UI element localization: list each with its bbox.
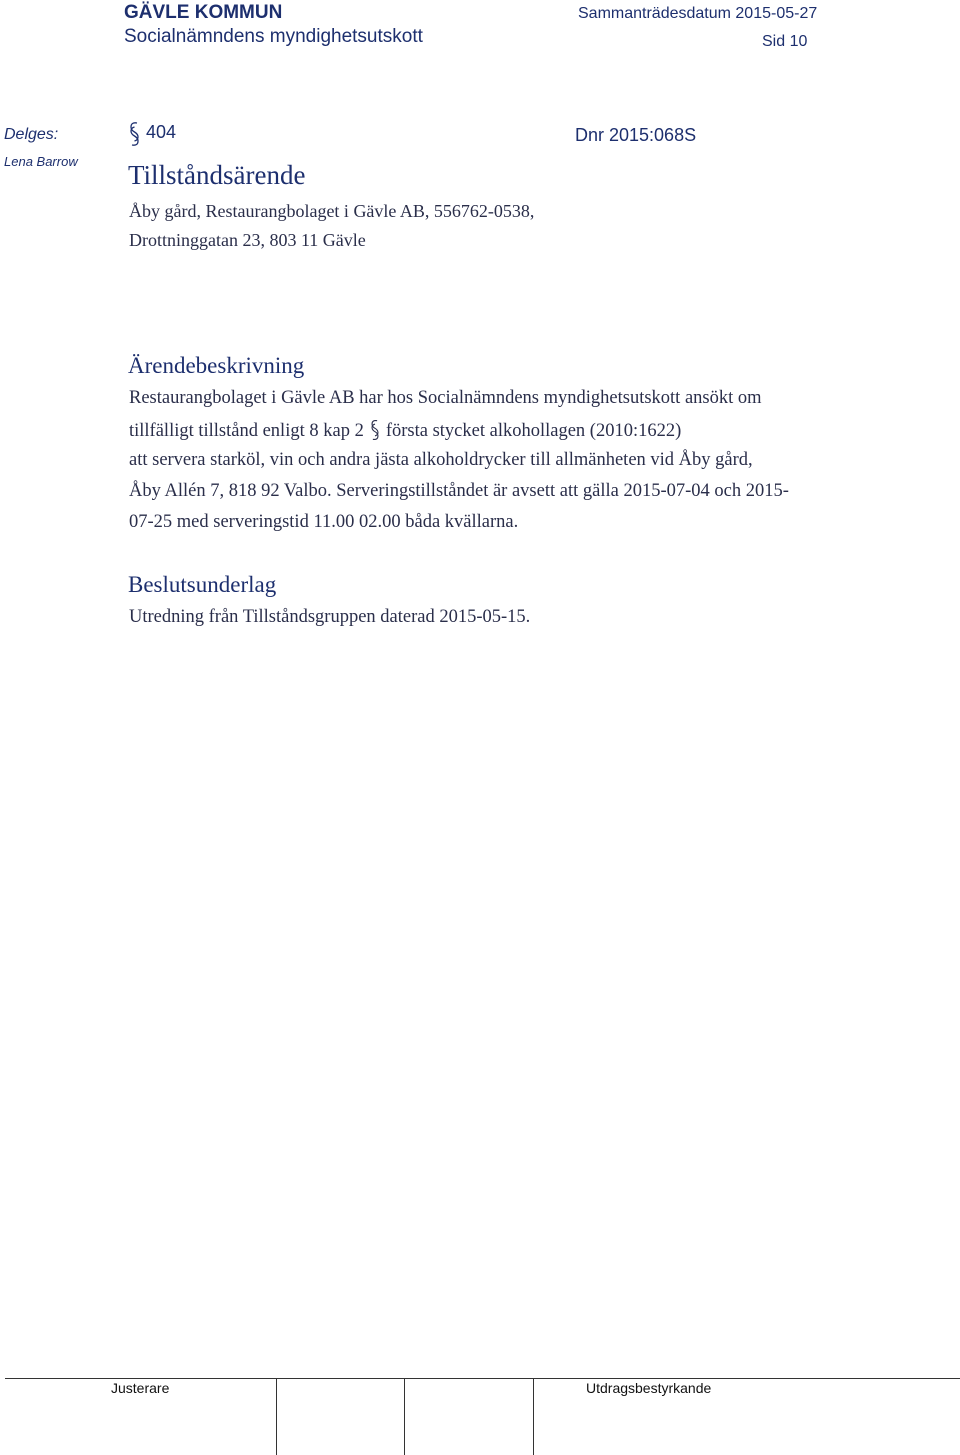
description-line: att servera starköl, vin och andra jästa alkoholdrycker till allmänheten vid Åby gård,	[129, 450, 753, 470]
footer-justerare: Justerare	[111, 1380, 170, 1396]
description-line: Åby Allén 7, 818 92 Valbo. Serveringstillståndet är avsett att gälla 2015-07-04 och 2015-	[129, 481, 789, 501]
description-line: Restaurangbolaget i Gävle AB har hos Socialnämndens myndighetsutskott ansökt om	[129, 388, 762, 408]
case-title: Tillståndsärende	[128, 160, 306, 190]
description-line-part: tillfälligt tillstånd enligt 8 kap 2	[129, 421, 364, 441]
meeting-date: Sammanträdesdatum 2015-05-27	[578, 5, 818, 22]
footer-column-divider	[533, 1378, 534, 1455]
case-subtitle-line: Åby gård, Restaurangbolaget i Gävle AB, 556762-0538,	[129, 201, 535, 221]
description-line: 07-25 med serveringstid 11.00 02.00 båda kvällarna.	[129, 512, 519, 532]
paragraph-number-value: 404	[146, 122, 177, 142]
basis-heading: Beslutsunderlag	[128, 572, 277, 597]
footer-utdragsbestyrkande: Utdragsbestyrkande	[586, 1380, 712, 1396]
board-name: Socialnämndens myndighetsutskott	[124, 26, 423, 47]
diary-number: Dnr 2015:068S	[575, 125, 697, 145]
paragraph-number	[129, 122, 176, 147]
case-subtitle-line: Drottninggatan 23, 803 11 Gävle	[129, 230, 366, 250]
section-sign-icon	[369, 419, 381, 441]
footer-column-divider	[276, 1378, 277, 1455]
basis-line: Utredning från Tillståndsgruppen daterad 2015-05-15.	[129, 607, 531, 627]
description-heading: Ärendebeskrivning	[128, 353, 305, 378]
footer-divider	[5, 1378, 960, 1379]
footer-column-divider	[404, 1378, 405, 1455]
delges-label: Delges:	[4, 126, 59, 143]
page-number: Sid 10	[762, 33, 808, 50]
distribution-person: Lena Barrow	[4, 154, 78, 169]
organization-name: GÄVLE KOMMUN	[124, 2, 283, 23]
description-line	[129, 419, 681, 442]
description-line-part: första stycket alkohollagen (2010:1622)	[385, 421, 682, 441]
section-sign-icon	[129, 121, 140, 147]
